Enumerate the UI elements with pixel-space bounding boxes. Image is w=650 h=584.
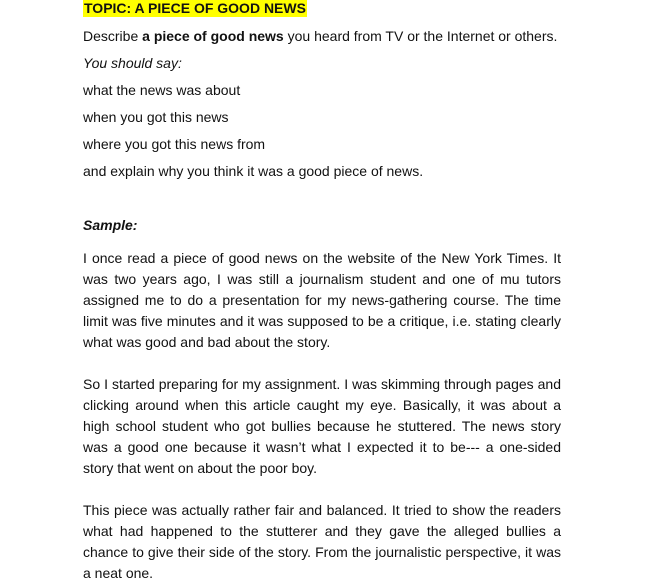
task-intro	[83, 27, 561, 45]
task-intro-after: you heard from TV or the Internet or others.	[283, 28, 558, 44]
sample-heading: Sample:	[83, 217, 138, 233]
prompt-item: and explain why you think it was a good piece of news.	[83, 163, 424, 179]
task-intro-before: Describe	[83, 28, 143, 44]
task-intro-bold: a piece of good news	[142, 28, 284, 44]
sample-paragraph: I once read a piece of good news on the website of the New York Times. It was two years ago, I was still a journalism student and one of mu tutors assigned me to do a presentation for my news-gathering course. The time limit was five minutes and it was supposed to be a critique, i.e. stating clearly what was good and bad about the story.	[83, 250, 561, 350]
topic-heading: TOPIC: A PIECE OF GOOD NEWS	[84, 0, 306, 16]
sample-paragraph: This piece was actually rather fair and balanced. It tried to show the readers what had happened to the stutterer and they gave the alleged bullies a chance to give their side of the story. From the journalistic perspective, it was a neat one.	[83, 502, 561, 581]
prompt-item: when you got this news	[83, 109, 229, 125]
prompt-item: where you got this news from	[83, 136, 266, 152]
prompt-item: what the news was about	[83, 82, 241, 98]
should-say-label: You should say:	[83, 55, 182, 71]
sample-paragraph: So I started preparing for my assignment. I was skimming through pages and clicking around when this article caught my eye. Basically, it was about a high school student who got bullies because he stuttered. The news story was a good one because it wasn’t what I expected it to be--- a one-sided story that went on about the poor boy.	[83, 376, 561, 476]
document-page	[83, 0, 561, 584]
